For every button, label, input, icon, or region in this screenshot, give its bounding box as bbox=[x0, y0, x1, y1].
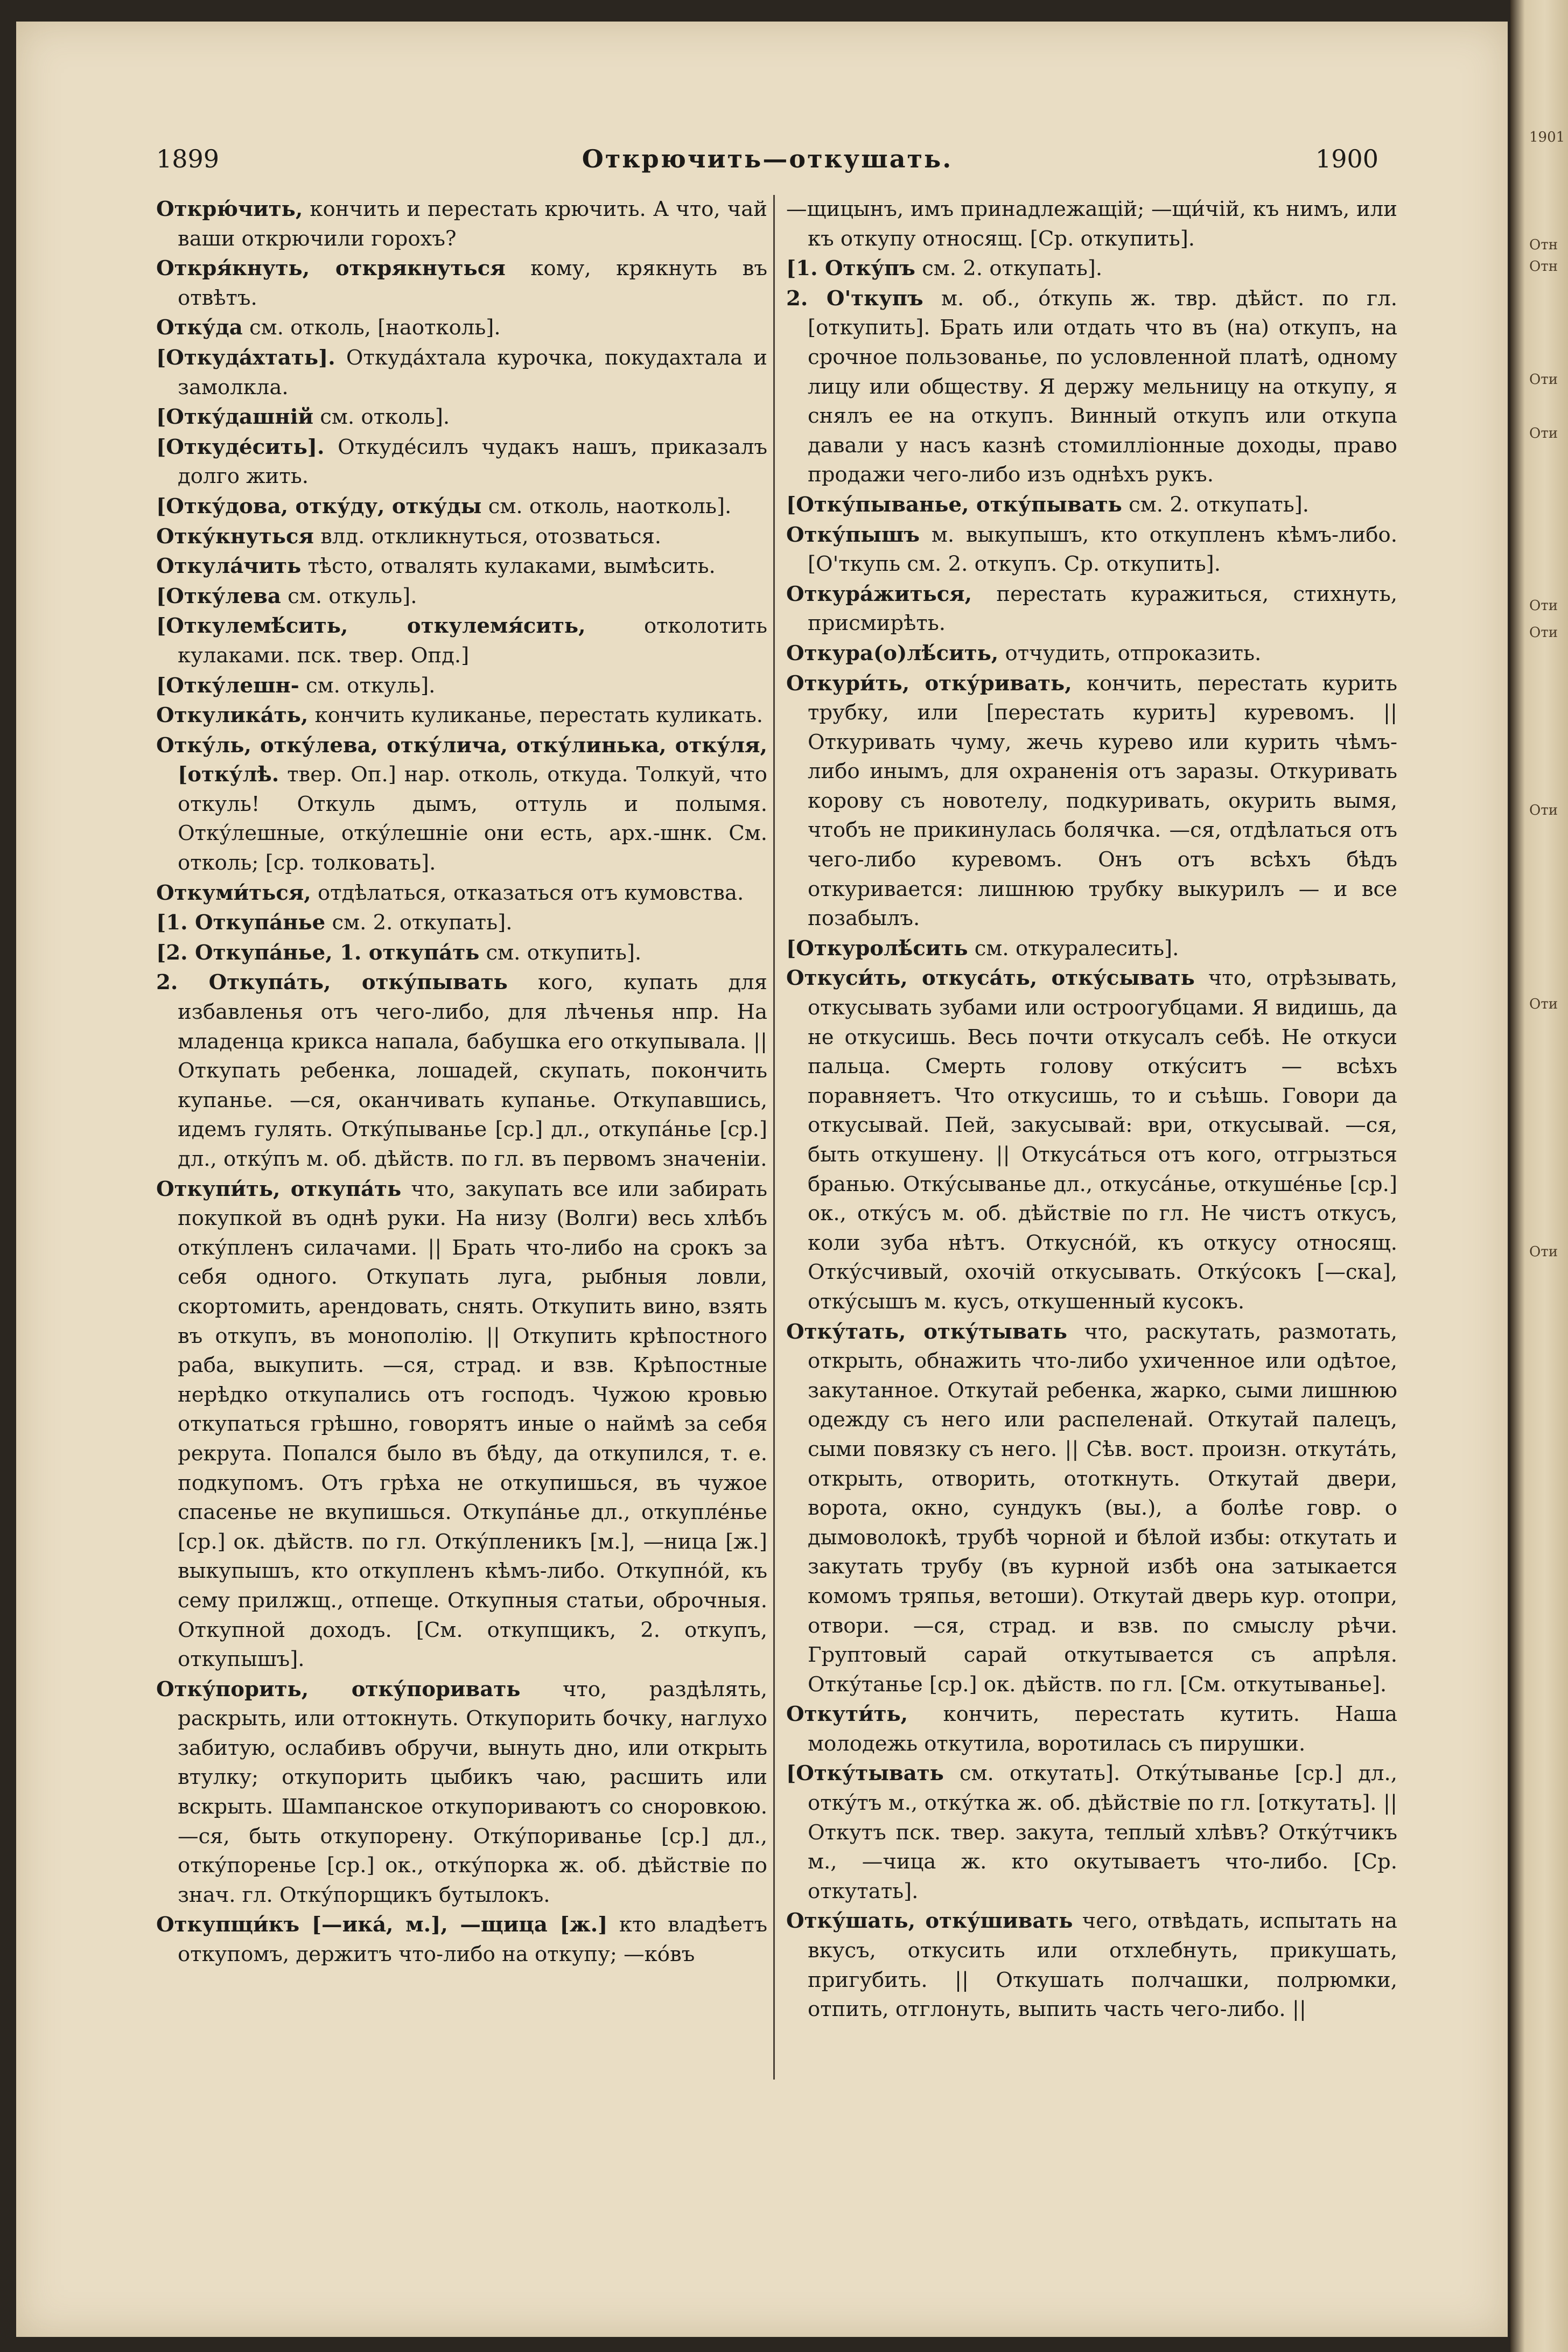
entry-text: см. откупить]. bbox=[479, 940, 642, 965]
edge-mark: Оти bbox=[1529, 1244, 1558, 1260]
entry-headword: Отку́ль, отку́лева, отку́лича, отку́линька, отку́ля, [отку́лѣ. bbox=[156, 733, 767, 787]
edge-mark: 1901 bbox=[1529, 129, 1565, 145]
entry-headword: Откура́житься, bbox=[786, 582, 972, 606]
dictionary-entry bbox=[156, 552, 767, 582]
dictionary-entry bbox=[156, 1910, 767, 1969]
entry-headword: Откути́ть, bbox=[786, 1702, 908, 1727]
edge-mark: Отн bbox=[1529, 258, 1558, 275]
dictionary-entry bbox=[786, 1318, 1397, 1700]
entry-headword: [Откулемѣ́сить, откулемя́сить, bbox=[156, 614, 586, 639]
entry-headword: Открю́чить, bbox=[156, 197, 303, 221]
left-column bbox=[156, 195, 767, 2112]
entry-text: что, отрѣзывать, откусывать зубами или остроогубцами. Я видишь, да не откусишь. Весь почти откусалъ себѣ. Не откуси пальца. Смерть голову отку́ситъ — всѣхъ поравняетъ. Что откусишь, то и съѣшь. Говори да откусывай. Пей, закусывай: ври, откусывай. —ся, быть откушену. || Откуса́ться отъ кого, отгрызться бранью. Отку́сыванье дл., откуса́нье, откуше́нье [ср.] ок., отку́съ м. об. дѣйствіе по гл. Не чистъ откусъ, коли зуба нѣтъ. Откусно́й, къ откусу относящ. Отку́счивый, охочій откусывать. Отку́сокъ [—ска], отку́сышъ м. кусъ, откушенный кусокъ. bbox=[808, 966, 1397, 1314]
entry-text: что, закупать все или забирать покупкой въ однѣ руки. На низу (Волги) весь хлѣбъ отку́пленъ силачами. || Брать что-либо на срокъ за себя одного. Откупать луга, рыбныя ловли, скортомить, арендовать, снять. Откупить вино, взять въ откупъ, въ монополію. || Откупить крѣпостного раба, выкупить. —ся, страд. и взв. Крѣпостные нерѣдко откупались отъ господъ. Чужою кровью откупаться грѣшно, говорятъ иные о наймѣ за себя рекрута. Попался было въ бѣду, да откупился, т. е. подкупомъ. Отъ грѣха не откупишься, въ чужое спасенье не вкупишься. Откупа́нье дл., откупле́нье [ср.] ок. дѣйств. по гл. Отку́пленикъ [м.], —ница [ж.] выкупышъ, кто откупленъ кѣмъ-либо. Откупно́й, къ сему прилжщ., отпеще. Откупныя статьи, оброчныя. Откупной доходъ. [См. откупщикъ, 2. откупъ, откупышъ]. bbox=[178, 1177, 767, 1672]
dictionary-entry bbox=[786, 195, 1397, 254]
entry-headword: [Отку́лева bbox=[156, 584, 281, 608]
page-header bbox=[156, 144, 1378, 182]
entry-headword: Отку́шать, отку́шивать bbox=[786, 1909, 1073, 1934]
entry-text: см. 2. откупать]. bbox=[325, 911, 513, 935]
entry-headword: Откупи́ть, откупа́ть bbox=[156, 1177, 402, 1201]
entry-headword: Откури́ть, отку́ривать, bbox=[786, 671, 1072, 696]
entry-headword: [Отку́дова, отку́ду, отку́ды bbox=[156, 494, 482, 519]
next-page-edge bbox=[1510, 0, 1568, 2352]
entry-headword: 2. Откупа́ть, отку́пывать bbox=[156, 970, 508, 995]
dictionary-entry bbox=[156, 879, 767, 908]
edge-mark: Отн bbox=[1529, 237, 1558, 253]
running-title: Открючить—откушать. bbox=[582, 144, 953, 173]
edge-mark: Оти bbox=[1529, 625, 1558, 641]
entry-headword: Отку́тать, отку́тывать bbox=[786, 1319, 1067, 1344]
entry-text: Откуда́хтала курочка, покудахтала и замолкла. bbox=[178, 345, 767, 400]
dictionary-entry bbox=[156, 582, 767, 612]
entry-text: что, раскутать, размотать, открыть, обнажить что-либо ухиченное или одѣтое, закутанное. Откутай ребенка, жарко, сыми лишнюю одежду съ него или распеленай. Откутай палецъ, сыми повязку съ него. || Сѣв. вост. произн. откута́ть, открыть, отворить, ототкнуть. Откутай двери, ворота, окно, сундукъ (вы.), а болѣе говр. о дымоволокѣ, трубѣ чорной и бѣлой избы: откутать и закутать трубу (въ курной избѣ она затыкается комомъ тряпья, ветоши). Откутай дверь кур. отопри, отвори. —ся, страд. и взв. по смыслу рѣчи. Груптовый сарай откутывается съ апрѣля. Отку́танье [ср.] ок. дѣйств. по гл. [См. откутыванье]. bbox=[808, 1319, 1397, 1697]
dictionary-entry bbox=[786, 964, 1397, 1317]
dictionary-entry bbox=[156, 195, 767, 254]
entry-headword: [Отку́тывать bbox=[786, 1761, 944, 1786]
entry-text: см. отколь]. bbox=[313, 405, 450, 430]
edge-mark: Оти bbox=[1529, 802, 1558, 818]
entry-text: чего, отвѣдать, испытать на вкусъ, откусить или отхлебнуть, прикушать, пригубить. || Откушать полчашки, полрюмки, отпить, отглонуть, выпить часть чего-либо. || bbox=[808, 1909, 1397, 2022]
right-column bbox=[786, 195, 1397, 2112]
dictionary-entry bbox=[156, 731, 767, 878]
entry-headword: [Отку́дашній bbox=[156, 405, 313, 430]
dictionary-entry bbox=[156, 313, 767, 343]
dictionary-entry bbox=[786, 639, 1397, 669]
entry-text: см. откуль]. bbox=[299, 673, 436, 698]
dictionary-entry bbox=[786, 1907, 1397, 2024]
entry-text: см. откутать]. Отку́тыванье [ср.] дл., отку́тъ м., отку́тка ж. об. дѣйствіе по гл. [откутать]. || Откутъ пск. твер. закута, теплый хлѣвъ? Отку́тчикъ м., —чица ж. кто окутываетъ что-либо. [Ср. откутать]. bbox=[808, 1761, 1397, 1903]
entry-text: м. выкупышъ, кто откупленъ кѣмъ-либо. [О'ткупь см. 2. откупъ. Ср. откупить]. bbox=[808, 522, 1397, 577]
entry-headword: Откула́чить bbox=[156, 554, 302, 579]
dictionary-entry bbox=[156, 403, 767, 432]
entry-text: влд. откликнуться, отозваться. bbox=[313, 524, 662, 549]
entry-headword: 2. О'ткупъ bbox=[786, 286, 923, 311]
dictionary-entry bbox=[786, 669, 1397, 934]
entry-headword: [Откуда́хтать]. bbox=[156, 345, 335, 370]
entry-headword: Откря́кнуть, открякнуться bbox=[156, 256, 506, 281]
page-number-right: 1900 bbox=[1315, 144, 1378, 173]
dictionary-entry bbox=[156, 968, 767, 1174]
entry-text: Откуде́силъ чудакъ нашъ, приказалъ долго жить. bbox=[178, 435, 767, 489]
dictionary-entry bbox=[156, 908, 767, 938]
entry-text: отдѣлаться, отказаться отъ кумовства. bbox=[311, 880, 744, 905]
entry-text: кончить куликанье, перестать куликать. bbox=[308, 703, 763, 728]
dictionary-entry bbox=[156, 254, 767, 313]
page-number-left: 1899 bbox=[156, 144, 220, 173]
entry-text: кому, крякнуть въ отвѣтъ. bbox=[178, 256, 767, 310]
entry-text: см. отколь, наотколь]. bbox=[481, 494, 732, 519]
entry-headword: Откуси́ть, откуса́ть, отку́сывать bbox=[786, 966, 1195, 991]
entry-headword: Откулика́ть, bbox=[156, 703, 309, 728]
dictionary-entry bbox=[786, 254, 1397, 284]
entry-text: отколотить кулаками. пск. твер. Опд.] bbox=[178, 614, 767, 668]
entry-text: что, раздѣлять, раскрыть, или оттокнуть. Откупорить бочку, наглухо забитую, ослабивъ обручи, вынуть дно, или открыть втулку; откупорить цыбикъ чаю, расшить или вскрыть. Шампанское откупориваютъ со сноровкою. —ся, быть откупорену. Отку́пориванье [ср.] дл., отку́пореньe [ср.] ок., отку́порка ж. об. дѣйствіе по знач. гл. Отку́порщикъ бутылокъ. bbox=[178, 1677, 767, 1907]
entry-text: см. откуралесить]. bbox=[968, 936, 1179, 961]
entry-headword: Откура(о)лѣ́сить, bbox=[786, 641, 999, 666]
dictionary-entry bbox=[786, 521, 1397, 579]
entry-headword: [Откуде́сить]. bbox=[156, 435, 325, 459]
entry-text: кончить и перестать крючить. А что, чай ваши открючили горохъ? bbox=[178, 197, 767, 251]
dictionary-entry bbox=[156, 492, 767, 522]
dictionary-entry bbox=[156, 1675, 767, 1910]
entry-text: тѣсто, отвалять кулаками, вымѣсить. bbox=[301, 554, 716, 579]
dictionary-entry bbox=[786, 284, 1397, 490]
entry-text: см. 2. откупать]. bbox=[1122, 492, 1310, 517]
column-divider bbox=[773, 195, 775, 2080]
entry-headword: [1. Отку́пъ bbox=[786, 256, 915, 281]
dictionary-entry bbox=[786, 580, 1397, 639]
entry-text: кончить, перестать кутить. Наша молодежь откутила, воротилась съ пирушки. bbox=[808, 1702, 1397, 1756]
dictionary-entry bbox=[156, 1175, 767, 1675]
entry-text: см. отколь, [наотколь]. bbox=[242, 316, 501, 340]
entry-text: см. откуль]. bbox=[281, 584, 417, 608]
entry-headword: Откуми́ться, bbox=[156, 880, 311, 905]
dictionary-entry bbox=[156, 701, 767, 731]
entry-headword: [2. Откупа́нье, 1. откупа́ть bbox=[156, 940, 480, 965]
dictionary-entry bbox=[156, 612, 767, 670]
entry-headword: Отку́да bbox=[156, 316, 243, 340]
entry-headword: Отку́кнуться bbox=[156, 524, 314, 549]
dictionary-entry bbox=[786, 1700, 1397, 1759]
entry-headword: [1. Откупа́нье bbox=[156, 911, 326, 935]
dictionary-entry bbox=[156, 939, 767, 968]
entry-headword: [Отку́лешн- bbox=[156, 673, 299, 698]
dictionary-entry bbox=[786, 491, 1397, 520]
dictionary-entry bbox=[156, 344, 767, 402]
dictionary-entry bbox=[156, 671, 767, 701]
entry-text: кто владѣетъ откупомъ, держитъ что-либо на откупу; —ко́въ bbox=[178, 1913, 767, 1967]
entry-text: твер. Оп.] нар. отколь, откуда. Толкуй, что откуль! Откуль дымъ, оттуль и полымя. Отку́лешные, отку́лешніе они есть, арх.-шнк. См. отколь; [ср. толковать]. bbox=[178, 762, 767, 876]
entry-headword: Отку́порить, отку́поривать bbox=[156, 1677, 521, 1702]
edge-mark: Оти bbox=[1529, 996, 1558, 1012]
entry-headword: Отку́пышъ bbox=[786, 522, 920, 547]
edge-mark: Оти bbox=[1529, 372, 1558, 388]
entry-headword: Откупщи́къ [—ика́, м.], —щица [ж.] bbox=[156, 1913, 608, 1937]
edge-mark: Оти bbox=[1529, 598, 1558, 614]
entry-text: —щицынъ, имъ принадлежащій; —щи́чій, къ нимъ, или къ откупу относящ. [Ср. откупить]. bbox=[786, 197, 1397, 251]
entry-text: см. 2. откупать]. bbox=[915, 256, 1103, 281]
dictionary-entry bbox=[156, 522, 767, 552]
dictionary-entry bbox=[786, 934, 1397, 964]
entry-text: перестать куражиться, стихнуть, присмирѣть. bbox=[808, 582, 1397, 636]
edge-mark: Оти bbox=[1529, 425, 1558, 442]
entry-text: м. об., о́ткупь ж. твр. дѣйст. по гл. [откупить]. Брать или отдать что въ (на) откупъ, на срочное пользованье, по условленной платѣ, одному лицу или обществу. Я держу мельницу на откупу, я снялъ ее на откупъ. Винный откупъ или откупа давали у насъ казнѣ стомилліонные доходы, право продажи чего-либо изъ однѣхъ рукъ. bbox=[808, 286, 1397, 487]
entry-text: отчудить, отпроказить. bbox=[998, 641, 1262, 666]
dictionary-entry bbox=[786, 1759, 1397, 1906]
entry-headword: [Отку́пыванье, отку́пывать bbox=[786, 492, 1122, 517]
entry-text: кого, купать для избавленья отъ чего-либо, для лѣченья нпр. На младенца крикса напала, бабушка его откупывала. || Откупать ребенка, лошадей, скупать, покончить купанье. —ся, оканчивать купанье. Откупавшись, идемъ гулять. Отку́пыванье [ср.] дл., откупа́нье [ср.] дл., отку́пъ м. об. дѣйств. по гл. въ первомъ значеніи. bbox=[178, 970, 767, 1171]
entry-headword: [Откуролѣ́сить bbox=[786, 936, 968, 961]
entry-text: кончить, перестать курить трубку, или [перестать курить] куревомъ. || Откуривать чуму, жечь курево или курить чѣмъ-либо инымъ, для охраненія отъ заразы. Откуривать корову съ новотелу, подкуривать, окурить вымя, чтобъ не прикинулась болячка. —ся, отдѣлаться отъ чего-либо куревомъ. Онъ отъ всѣхъ бѣдъ откуривается: лишнюю трубку выкурилъ — и все позабылъ. bbox=[808, 671, 1397, 931]
dictionary-entry bbox=[156, 433, 767, 492]
